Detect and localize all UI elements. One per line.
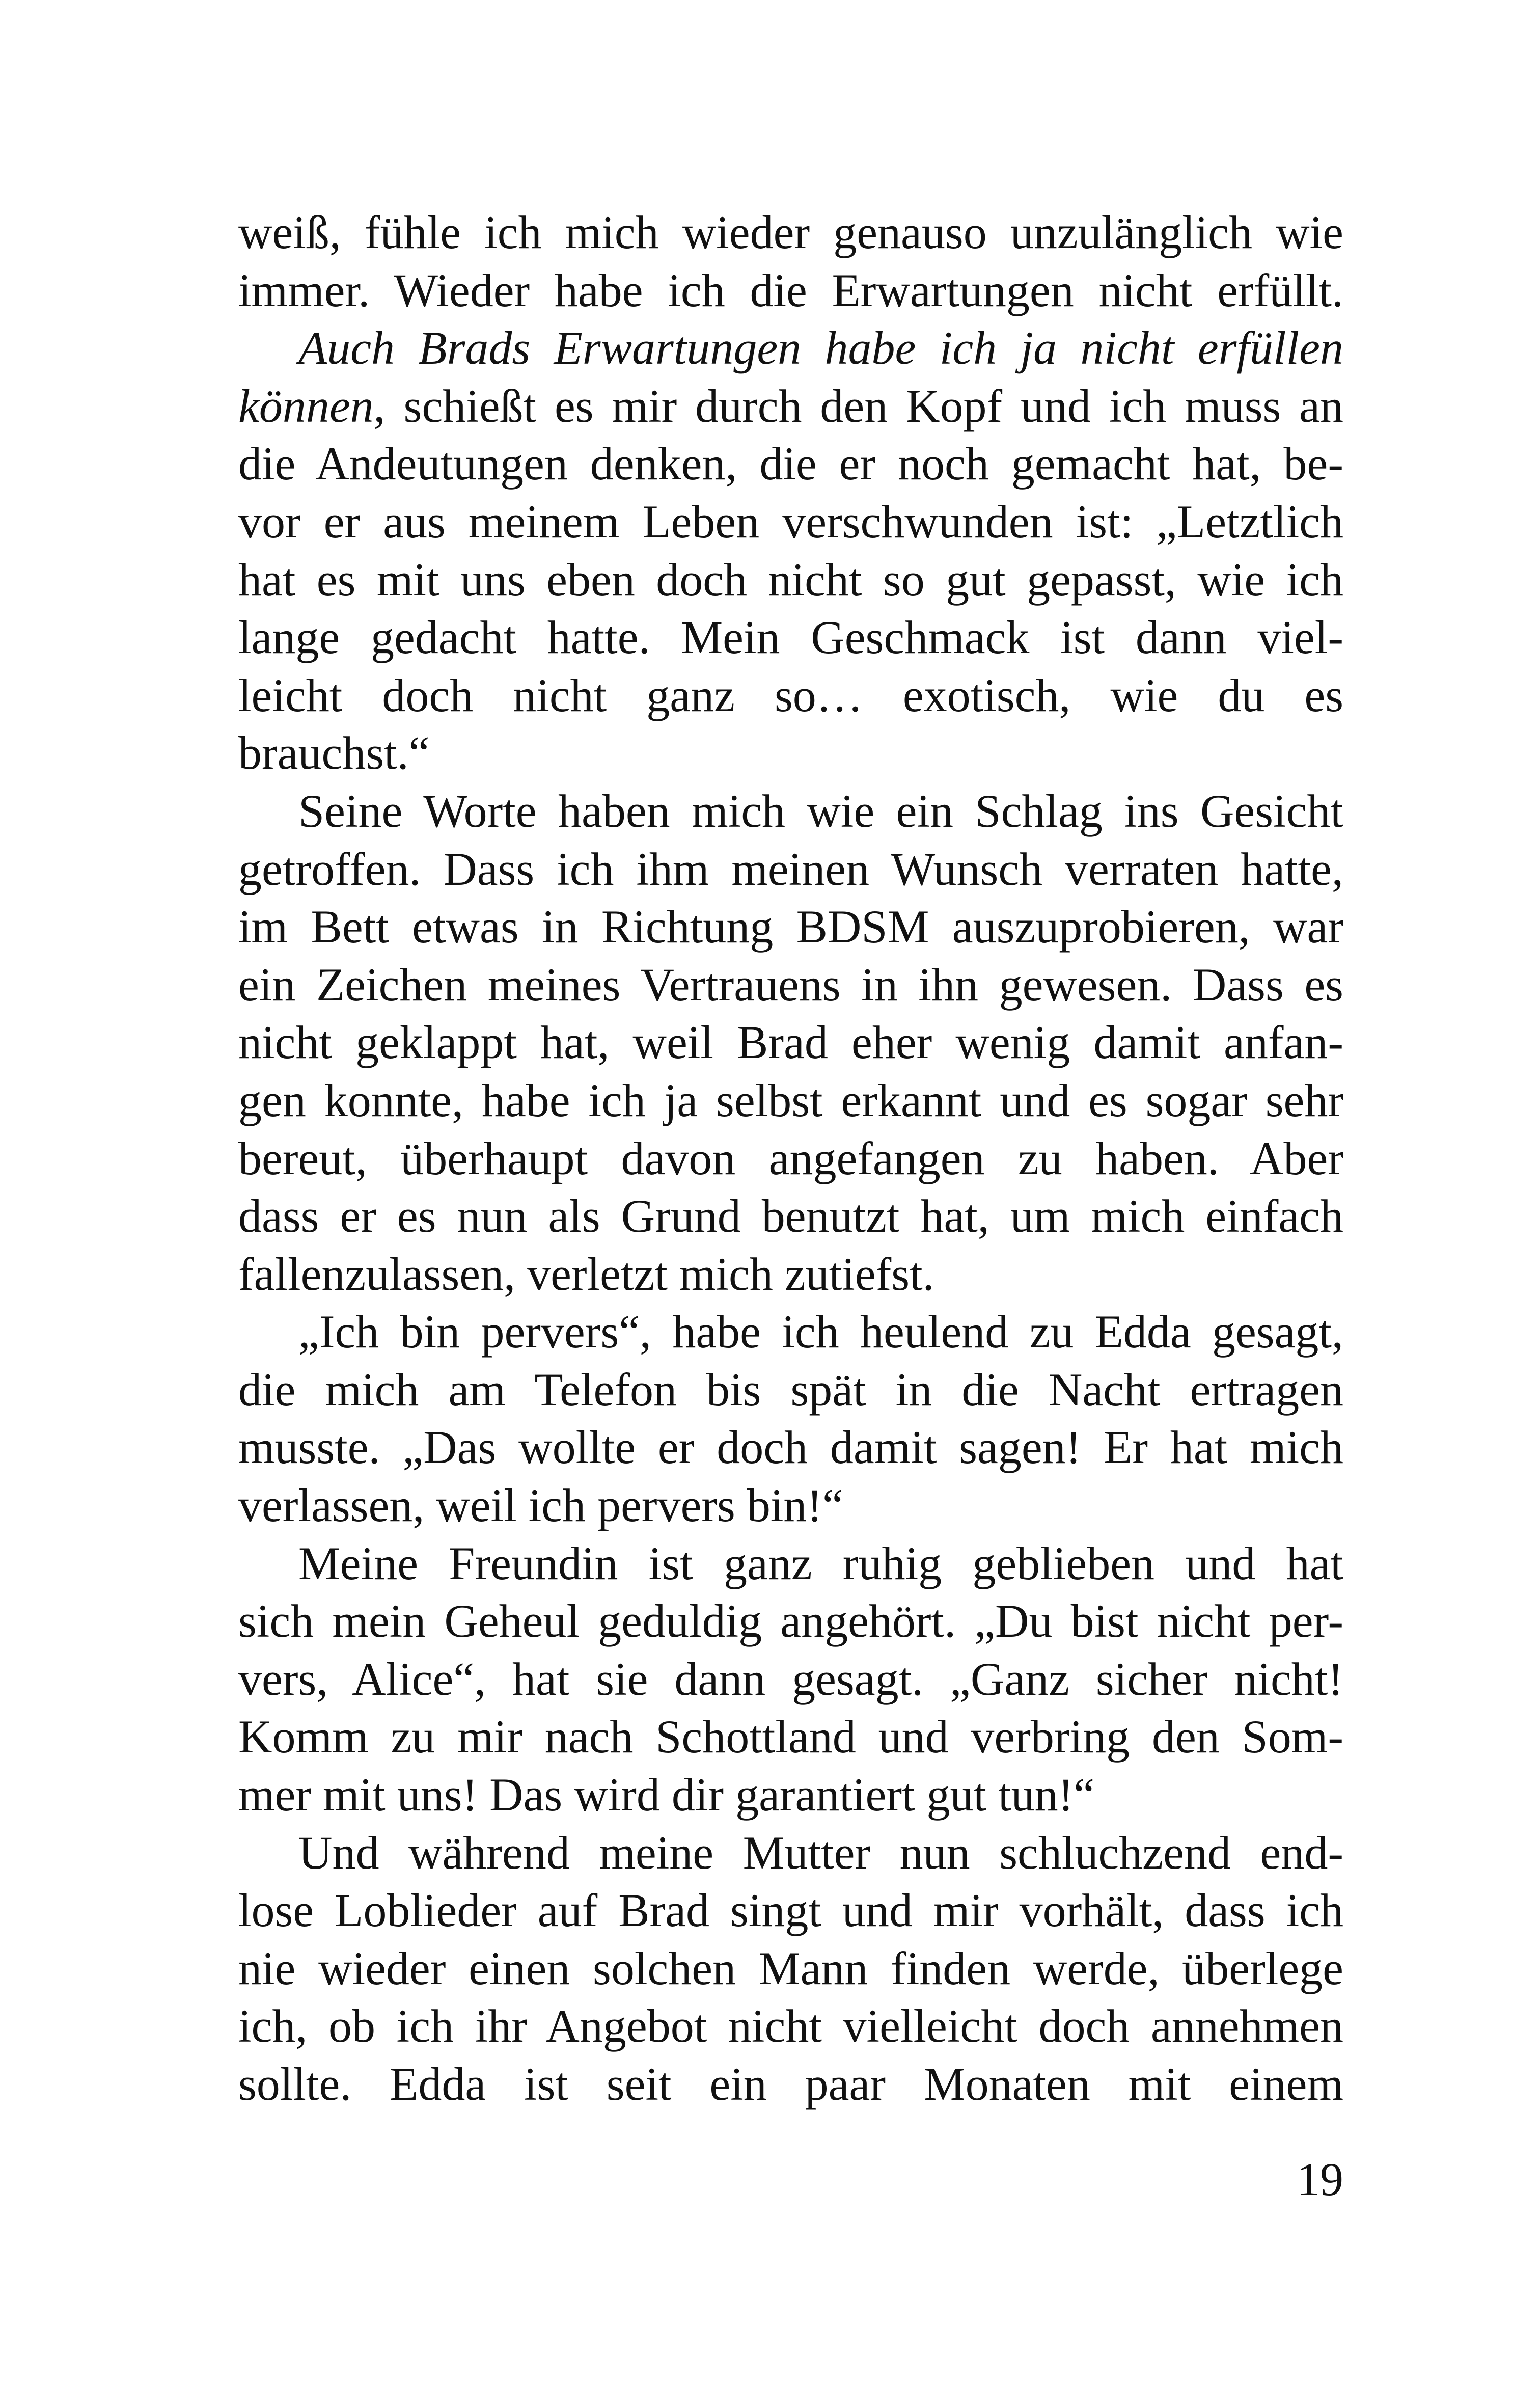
text-line: die Andeutungen denken, die er noch gemacht hat, be- bbox=[238, 438, 1343, 490]
text-line bbox=[238, 377, 1343, 436]
text-line: im Bett etwas in Richtung BDSM auszuprobieren, war bbox=[238, 901, 1343, 953]
text-line: lose Loblieder auf Brad singt und mir vorhält, dass ich bbox=[238, 1884, 1343, 1937]
text-line: vers, Alice“, hat sie dann gesagt. „Ganz sicher nicht! bbox=[238, 1653, 1343, 1705]
page-number: 19 bbox=[1297, 2153, 1343, 2205]
text-line: Seine Worte haben mich wie ein Schlag ins Gesicht bbox=[298, 784, 1343, 837]
text-line: sich mein Geheul geduldig angehört. „Du bist nicht per- bbox=[238, 1595, 1343, 1647]
body-text bbox=[238, 204, 1343, 2114]
text-line: hat es mit uns eben doch nicht so gut gepasst, wie ich bbox=[238, 553, 1343, 606]
text-line: Und während meine Mutter nun schluchzend end- bbox=[298, 1826, 1343, 1879]
text-line: lange gedacht hatte. Mein Geschmack ist dann viel- bbox=[238, 611, 1343, 664]
text-line: nie wieder einen solchen Mann finden werde, überlege bbox=[238, 1942, 1343, 1994]
text-line: fallenzulassen, verletzt mich zutiefst. bbox=[238, 1248, 934, 1300]
text-line: sollte. Edda ist seit ein paar Monaten mit einem bbox=[238, 2058, 1343, 2110]
text-line: ein Zeichen meines Vertrauens in ihn gewesen. Dass es bbox=[238, 958, 1343, 1011]
text-line: immer. Wieder habe ich die Erwartungen nicht erfüllt. bbox=[238, 264, 1343, 316]
text-line: Meine Freundin ist ganz ruhig geblieben und hat bbox=[298, 1537, 1343, 1589]
text-line: verlassen, weil ich pervers bin!“ bbox=[238, 1479, 843, 1532]
text-line bbox=[238, 319, 1343, 377]
italic-thought: Auch Brads Erwartungen habe ich ja nicht erfüllen bbox=[298, 322, 1343, 374]
text-line: die mich am Telefon bis spät in die Nacht ertragen bbox=[238, 1363, 1343, 1416]
text-line: nicht geklappt hat, weil Brad eher wenig damit anfan- bbox=[238, 1016, 1343, 1069]
text-line: gen konnte, habe ich ja selbst erkannt und es sogar sehr bbox=[238, 1074, 1343, 1126]
text-line: bereut, überhaupt davon angefangen zu haben. Aber bbox=[238, 1132, 1343, 1184]
text-line: dass er es nun als Grund benutzt hat, um mich einfach bbox=[238, 1190, 1343, 1242]
text-line: musste. „Das wollte er doch damit sagen! Er hat mich bbox=[238, 1421, 1343, 1474]
text-line: mer mit uns! Das wird dir garantiert gut tun!“ bbox=[238, 1769, 1095, 1821]
text-line: vor er aus meinem Leben verschwunden ist: „Letztlich bbox=[238, 495, 1343, 548]
text-line: ich, ob ich ihr Angebot nicht vielleicht doch annehmen bbox=[238, 2000, 1343, 2052]
text-line: brauchst.“ bbox=[238, 727, 430, 779]
italic-thought: können bbox=[238, 380, 374, 432]
text-run: , schießt es mir durch den Kopf und ich muss an bbox=[373, 380, 1343, 432]
text-line: leicht doch nicht ganz so… exotisch, wie du es bbox=[238, 669, 1343, 721]
text-line: weiß, fühle ich mich wieder genauso unzulänglich wie bbox=[238, 206, 1343, 258]
text-line: getroffen. Dass ich ihm meinen Wunsch verraten hatte, bbox=[238, 843, 1343, 895]
text-line: Komm zu mir nach Schottland und verbring den Som- bbox=[238, 1711, 1343, 1763]
text-line: „Ich bin pervers“, habe ich heulend zu Edda gesagt, bbox=[298, 1306, 1343, 1358]
